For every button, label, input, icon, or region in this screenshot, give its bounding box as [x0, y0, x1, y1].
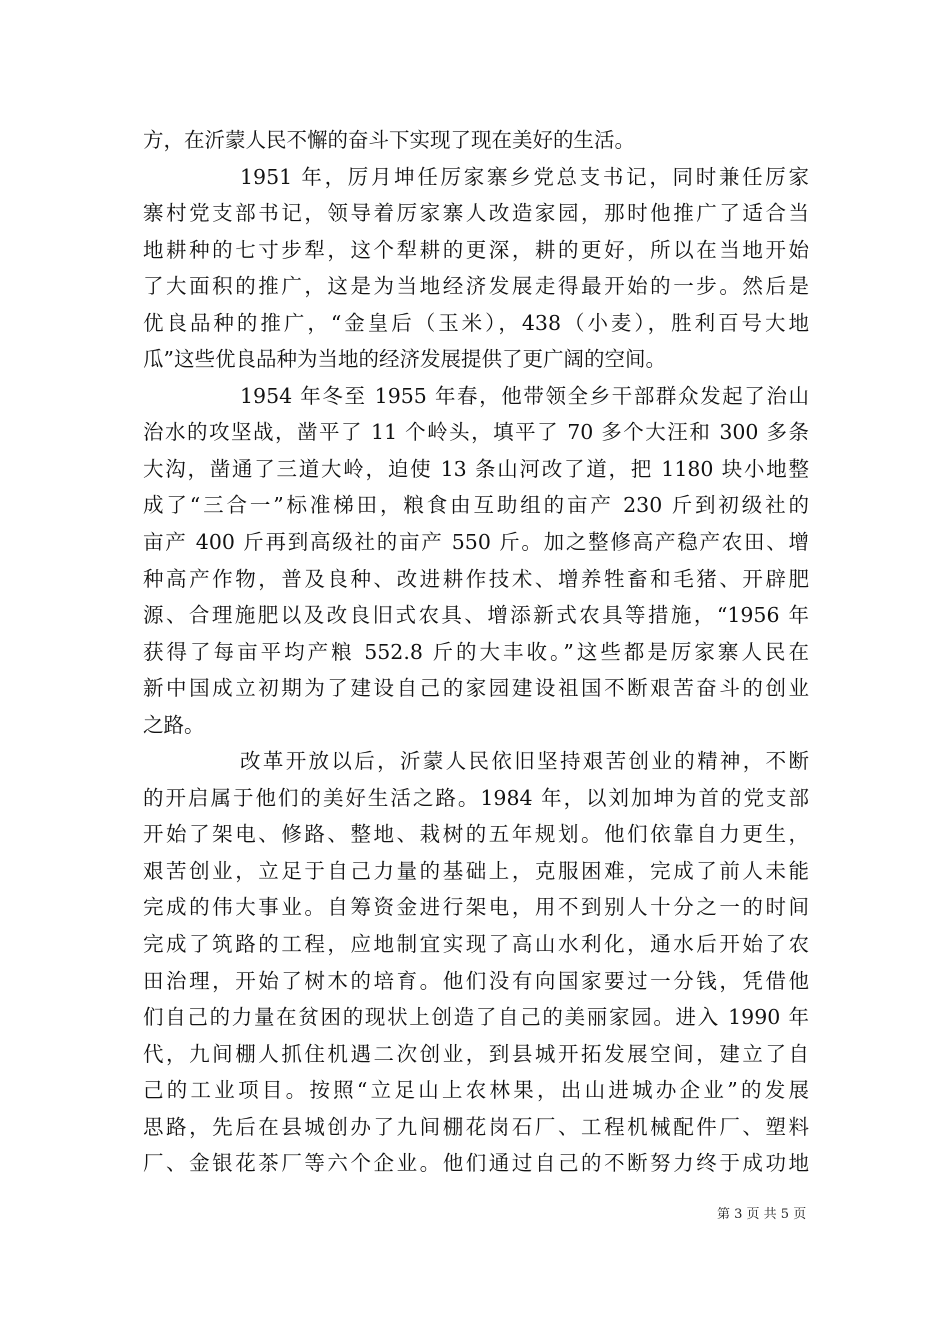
text-line: 瓜”这些优良品种为当地的经济发展提供了更广阔的空间。	[143, 347, 666, 372]
text-line: 方，在沂蒙人民不懈的奋斗下实现了现在美好的生活。	[143, 128, 635, 152]
text-line: 的开启属于他们的美好生活之路。1984 年，以刘加坤为首的党支部	[143, 785, 809, 810]
text-line: 种高产作物，普及良种、改进耕作技术、增养牲畜和毛猪、开辟肥	[143, 566, 809, 591]
text-line: 之路。	[143, 712, 205, 737]
text-line: 成了“三合一”标准梯田，粮食由互助组的亩产 230 斤到初级社的	[143, 493, 809, 518]
text-line: 获得了每亩平均产粮 552.8 斤的大丰收。”这些都是厉家寨人民在	[143, 639, 809, 664]
text-line: 代，九间棚人抓住机遇二次创业，到县城开拓发展空间，建立了自	[143, 1041, 809, 1066]
body-text	[143, 122, 809, 1182]
text-line: 艰苦创业，立足于自己力量的基础上，克服困难，完成了前人未能	[143, 858, 809, 883]
text-line: 完成的伟大事业。自筹资金进行架电，用不到别人十分之一的时间	[143, 895, 809, 920]
text-line: 己的工业项目。按照“立足山上农林果，出山进城办企业”的发展	[143, 1078, 809, 1103]
text-line: 新中国成立初期为了建设自己的家园建设祖国不断艰苦奋斗的创业	[143, 676, 809, 701]
paragraph-first-line: 1951 年，厉月坤任厉家寨乡党总支书记，同时兼任厉家	[240, 164, 809, 189]
text-line: 源、合理施肥以及改良旧式农具、增添新式农具等措施，“1956 年	[143, 603, 809, 628]
text-line: 田治理，开始了树木的培育。他们没有向国家要过一分钱，凭借他	[143, 968, 809, 993]
text-line: 了大面积的推广，这是为当地经济发展走得最开始的一步。然后是	[143, 274, 809, 299]
page-footer: 第 3 页 共 5 页	[717, 1207, 807, 1222]
text-line: 们自己的力量在贫困的现状上创造了自己的美丽家园。进入 1990 年	[143, 1005, 809, 1030]
paragraph-first-line: 1954 年冬至 1955 年春，他带领全乡干部群众发起了治山	[240, 383, 809, 408]
text-line: 厂、金银花茶厂等六个企业。他们通过自己的不断努力终于成功地	[143, 1151, 809, 1176]
paragraph-first-line: 改革开放以后，沂蒙人民依旧坚持艰苦创业的精神，不断	[240, 749, 809, 774]
text-line: 大沟，凿通了三道大岭，迫使 13 条山河改了道，把 1180 块小地整	[143, 456, 809, 481]
text-line: 治水的攻坚战，凿平了 11 个岭头，填平了 70 多个大汪和 300 多条	[143, 420, 809, 445]
text-line: 寨村党支部书记，领导着厉家寨人改造家园，那时他推广了适合当	[143, 201, 809, 226]
text-line: 开始了架电、修路、整地、栽树的五年规划。他们依靠自力更生，	[143, 822, 809, 847]
text-line: 亩产 400 斤再到高级社的亩产 550 斤。加之整修高产稳产农田、增	[143, 530, 809, 555]
text-line: 完成了筑路的工程，应地制宜实现了高山水利化，通水后开始了农	[143, 932, 809, 957]
text-line: 优良品种的推广，“金皇后（玉米），438（小麦），胜利百号大地	[143, 310, 809, 335]
text-line: 地耕种的七寸步犁，这个犁耕的更深，耕的更好，所以在当地开始	[143, 237, 809, 262]
text-line: 思路，先后在县城创办了九间棚花岗石厂、工程机械配件厂、塑料	[143, 1114, 809, 1139]
